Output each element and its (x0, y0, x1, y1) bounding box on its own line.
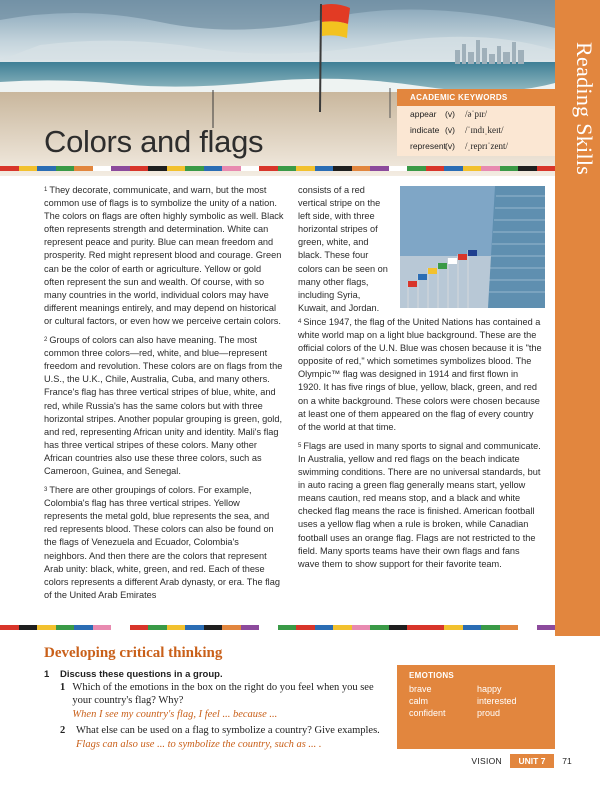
paragraph-text: Since 1947, the flag of the United Nations has contained a white world map on a light blue background. These are the official colors of the U.N. Blue was chosen because it is "the opposite of red," which sometimes symbolizes blood. The Olympic™ flag was designed in 1914 and first flown in 1920. It has five rings of blue, yellow, black, green, and red on a white background. These colors were chosen because at least one of them appeared on the flag of every country of the world at that time. (298, 317, 542, 432)
page-footer (460, 754, 580, 768)
keyword-ipa: /əˈpɪr/ (465, 109, 487, 119)
stripe-segment (37, 166, 56, 171)
stripe-segment (426, 166, 445, 171)
paragraph-number: 3 (44, 487, 48, 494)
question-text: Which of the emotions in the box on the right do you feel when you see your country's flag? Why? (72, 682, 374, 706)
paragraph-3 (44, 484, 284, 602)
stripe-segment (352, 166, 371, 171)
stripe-segment (426, 625, 445, 630)
emotion-word: confident (409, 708, 446, 718)
critical-thinking-list (44, 668, 394, 756)
stripe-segment (130, 166, 149, 171)
stripe-segment (19, 166, 38, 171)
stripe-segment (278, 166, 297, 171)
academic-keywords-box (397, 89, 555, 156)
article-column-right-top (298, 184, 388, 321)
stripe-segment (500, 625, 519, 630)
stripe-segment (56, 625, 75, 630)
book-name: VISION (471, 756, 502, 766)
page-number: 71 (562, 756, 572, 766)
color-stripe-top (0, 166, 555, 171)
emotions-box (397, 665, 555, 749)
stripe-segment (444, 166, 463, 171)
stripe-segment (93, 625, 112, 630)
stripe-segment (259, 625, 278, 630)
keyword-pos: (v) (445, 141, 455, 151)
stripe-segment (0, 166, 19, 171)
section-label: Reading Skills (572, 42, 597, 176)
keyword-pos: (v) (445, 109, 455, 119)
stripe-segment (167, 625, 186, 630)
stripe-segment (315, 625, 334, 630)
question-item (60, 681, 394, 724)
paragraph-text: There are other groupings of colors. For example, Colombia's flag has three vertical stripes. Yellow represents the metal gold, blue represents the sea, and red represents blood. These colors can also be found on the flags of Venezuela and Ecuador, Colombia's neighbors. And then there are the colors that represent Arab unity: black, white, green, and red. Each of these colors represents a different Arab dynasty, or era. The flag of the United Arab Emirates (44, 485, 280, 600)
stripe-segment (296, 625, 315, 630)
question-item (60, 724, 394, 754)
stripe-segment (389, 166, 408, 171)
paragraph-number: 4 (298, 319, 302, 325)
stripe-segment (185, 625, 204, 630)
stripe-segment (222, 166, 241, 171)
stripe-segment (463, 625, 482, 630)
stripe-segment (352, 625, 371, 630)
emotion-word: proud (477, 708, 501, 718)
stripe-segment (481, 625, 500, 630)
stripe-segment (537, 625, 556, 630)
stripe-segment (111, 625, 130, 630)
critical-thinking-heading: Developing critical thinking (44, 645, 223, 661)
stripe-segment (296, 166, 315, 171)
stripe-segment (56, 166, 75, 171)
stripe-segment (204, 166, 223, 171)
keyword-ipa: /ˈɪndɪˌkeɪt/ (465, 125, 504, 135)
paragraph-4 (298, 316, 543, 434)
task-instruction: Discuss these questions in a group. (60, 669, 223, 680)
paragraph-number: 2 (44, 337, 48, 344)
stripe-segment (370, 625, 389, 630)
keyword-word: represent (410, 141, 446, 151)
stripe-segment (500, 166, 519, 171)
stripe-segment (19, 625, 38, 630)
stripe-segment (370, 166, 389, 171)
paragraph-text: They decorate, communicate, and warn, but the most common use of flags is to symbolize the unity of a nation. The colors on flags are often highly symbolic as well. Black often represents strength and determination. White can represent peace and purity. Blue can mean freedom and prosperity. Red might represent blood and courage. Green can be the color of earth or agriculture. Yellow or gold often represent the sun and wealth. Of course, with so many countries in the world, individual colors may have different meanings entirely, and may depend on historical or cultural factors, or even how we perceive certain colors. (44, 185, 284, 326)
task-item (44, 668, 394, 754)
stripe-segment (333, 625, 352, 630)
paragraph-2 (44, 334, 284, 478)
stripe-segment (148, 625, 167, 630)
emotion-word: interested (477, 696, 517, 706)
stripe-segment (204, 625, 223, 630)
stripe-segment (259, 166, 278, 171)
stripe-segment (444, 625, 463, 630)
stripe-segment (148, 166, 167, 171)
stripe-segment (481, 166, 500, 171)
stripe-segment (463, 166, 482, 171)
task-number: 1 (44, 669, 50, 680)
paragraph-number: 1 (44, 187, 48, 193)
unit-badge: UNIT 7 (510, 754, 554, 768)
stripe-segment (0, 625, 19, 630)
keyword-pos: (v) (445, 125, 455, 135)
stripe-segment (407, 166, 426, 171)
stripe-segment (130, 625, 149, 630)
paragraph-1 (44, 184, 284, 328)
stripe-segment (518, 625, 537, 630)
emotion-word: calm (409, 696, 429, 706)
stripe-segment (167, 166, 186, 171)
stripe-segment (315, 166, 334, 171)
stripe-segment (389, 625, 408, 630)
emotion-word: happy (477, 684, 502, 694)
keyword-word: indicate (410, 125, 440, 135)
page-title: Colors and flags (44, 124, 264, 159)
paragraph-number: 5 (298, 442, 302, 449)
keyword-ipa: /ˌreprɪˈzent/ (465, 141, 508, 151)
keyword-row (397, 122, 555, 138)
keywords-heading: ACADEMIC KEYWORDS (397, 89, 555, 106)
article-column-left (44, 184, 284, 608)
paragraph-5 (298, 440, 543, 571)
stripe-segment (241, 625, 260, 630)
stripe-segment (74, 166, 93, 171)
sample-answer: Flags can also use ... to symbolize the country, such as ... . (76, 739, 322, 750)
question-number: 1 (60, 682, 66, 693)
keyword-row (397, 106, 555, 122)
stripe-segment (333, 166, 352, 171)
stripe-segment (241, 166, 260, 171)
emotions-heading: EMOTIONS (409, 671, 455, 680)
article-column-right (298, 316, 543, 577)
stripe-segment (111, 166, 130, 171)
keyword-word: appear (410, 109, 437, 119)
un-flags-photo (400, 186, 545, 308)
question-text: What else can be used on a flag to symbolize a country? Give examples. (76, 725, 380, 736)
stripe-segment (37, 625, 56, 630)
stripe-segment (222, 625, 241, 630)
paragraph-text: Flags are used in many sports to signal and communicate. In Australia, yellow and red flags on the beach indicate swimming conditions. There are no universal standards, but in auto racing a green flag generally means start, yellow means caution, red means stop, and a black and white checked flag means the race is finished. American football uses a yellow flag when a rule is broken, while Canadian football uses an orange flag. Flags are not restricted to the field. Many sports teams have their own flags and fans wave them to show support for their favorite team. (298, 440, 541, 569)
paragraph-3-continued: consists of a red vertical stripe on the left side, with three horizontal stripes of green, white, and black. These four colors can be seen on many other flags, including Syria, Kuwait, and Jordan. (298, 185, 388, 313)
stripe-segment (278, 625, 297, 630)
stripe-segment (93, 166, 112, 171)
paragraph-text: Groups of colors can also have meaning. The most common three colors—red, white, and blue—represent freedom and revolution. These colors are on flags from the U.S., the U.K., Chile, Australia, Cuba, and many others. France's flag has three vertical stripes of blue, white, and red, while Russia's has the same colors but with three horizontal stripes. Another popular grouping is green, gold, and red, representing African unity and identity. Mali's flag has three vertical stripes of these colors. Many other African countries also use these three colors, such as Cameroon, Guinea, and Senegal. (44, 335, 283, 476)
keyword-row (397, 138, 555, 154)
sample-answer: When I see my country's flag, I feel ... because ... (72, 709, 278, 720)
stripe-segment (537, 166, 556, 171)
question-number: 2 (60, 725, 66, 736)
emotion-word: brave (409, 684, 432, 694)
stripe-segment (518, 166, 537, 171)
stripe-segment (185, 166, 204, 171)
stripe-segment (407, 625, 426, 630)
stripe-segment (74, 625, 93, 630)
color-stripe-bottom (0, 625, 555, 630)
